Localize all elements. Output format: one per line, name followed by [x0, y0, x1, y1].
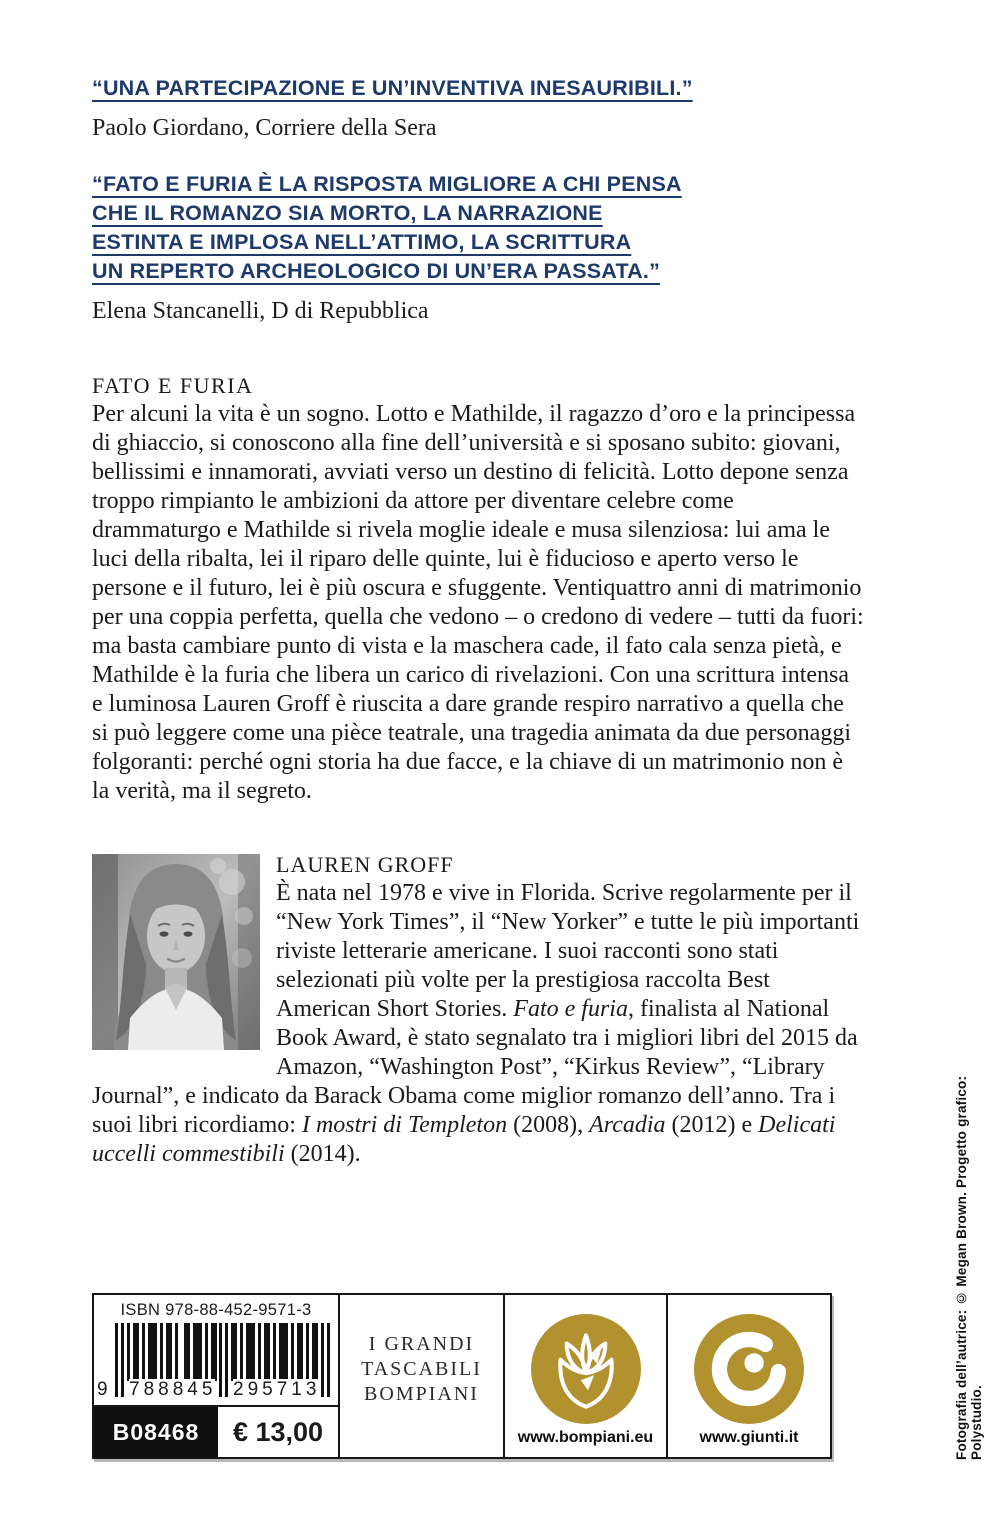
cover-text-column	[92, 74, 864, 1169]
author-photo	[92, 854, 260, 1050]
imprint-panel	[340, 1293, 505, 1459]
quote-line: CHE IL ROMANZO SIA MORTO, LA NARRAZIONE	[92, 201, 603, 225]
bompiani-logo-icon	[530, 1313, 642, 1425]
author-section	[92, 850, 864, 1169]
giunti-panel	[668, 1293, 832, 1459]
imprint-line: I GRANDI	[368, 1332, 475, 1355]
barcode-digit: 9	[97, 1379, 108, 1400]
imprint-line: TASCABILI	[361, 1357, 482, 1380]
price: € 13,00	[232, 1416, 324, 1447]
synopsis-title: FATO E FURIA	[92, 373, 254, 398]
author-photo-image	[92, 854, 260, 1050]
press-quote-2	[92, 170, 864, 326]
barcode	[99, 1323, 333, 1405]
barcode-digit: 295713	[233, 1379, 321, 1400]
bio-segment: (2008),	[507, 1112, 590, 1138]
price-row	[94, 1405, 338, 1457]
quote-line: “FATO E FURIA È LA RISPOSTA MIGLIORE A CHI PENSA	[92, 172, 682, 196]
barcode-digit: 788845	[129, 1379, 217, 1400]
book-title-italic: Delicati uccelli commestibili	[92, 1112, 836, 1167]
quote-line: “UNA PARTECIPAZIONE E UN’INVENTIVA INESAURIBILI.”	[92, 76, 693, 100]
book-title-italic: Arcadia	[589, 1112, 666, 1138]
product-code: B08468	[94, 1407, 218, 1457]
bompiani-url: www.bompiani.eu	[517, 1429, 654, 1446]
bio-segment: È nata nel 1978 e vive in Florida. Scrive regolarmente per il “New York Times”, il “New Yorker” e tutte le più importanti riviste letterarie americane. I suoi racconti sono stati selezionati più volte per la prestigiosa raccolta Best American Short Stories.	[276, 880, 860, 1022]
press-quote-1	[92, 74, 864, 143]
giunti-logo-icon	[693, 1313, 805, 1425]
imprint-line: BOMPIANI	[364, 1382, 479, 1405]
barcode-panel	[92, 1293, 340, 1459]
bio-segment: , finalista al National Book Award, è stato segnalato tra i migliori libri del 2015 da Amazon, “Washington Post”, “Kirkus Review”, “Library Journal”, e indicato da Barack Obama come miglior romanzo dell’anno. Tra i suoi libri ricordiamo:	[92, 996, 858, 1138]
synopsis-text: Per alcuni la vita è un sogno. Lotto e Mathilde, il ragazzo d’oro e la principessa di ghiaccio, si conoscono alla fine dell’università e si sposano subito: giovani, bellissimi e innamorati, avviati verso un destino di felicità. Lotto depone senza troppo rimpianto le ambizioni da attore per diventare celebre come drammaturgo e Mathilde si rivela moglie ideale e musa silenziosa: lui ama le luci della ribalta, lei il riparo delle quinte, lui è fiducioso e aperto verso le persone e il futuro, lei è più oscura e sfuggente. Ventiquattro anni di matrimonio per una coppia perfetta, quella che vedono – o credono di vedere – tutti da fuori: ma basta cambiare punto di vista e la maschera cade, il fato cala senza pietà, e Mathilde è la furia che libera un carico di rivelazioni. Con una scrittura intensa e luminosa Lauren Groff è riuscita a dare grande respiro narrativo a quella che si può leggere come una pièce teatrale, una tragedia animata da due personaggi folgoranti: perché ogni storia ha due facce, e la chiave di un matrimonio non è la verità, ma il segreto.	[92, 401, 864, 804]
bio-segment: (2014).	[284, 1141, 361, 1167]
isbn-label: ISBN 978-88-452-9571-3	[120, 1301, 312, 1319]
footer-strip	[92, 1293, 832, 1459]
quote-line: UN REPERTO ARCHEOLOGICO DI UN’ERA PASSATA.”	[92, 259, 661, 283]
quote-line: ESTINTA E IMPLOSA NELL’ATTIMO, LA SCRITTURA	[92, 230, 632, 254]
bompiani-panel	[505, 1293, 668, 1459]
quote-attribution: Elena Stancanelli, D di Repubblica	[92, 298, 429, 324]
book-title-italic: I mostri di Templeton	[301, 1112, 508, 1138]
bio-segment: (2012) e	[665, 1112, 759, 1138]
credits-vertical-text: Fotografia dell’autrice: © Megan Brown. Progetto grafico: Polystudio.	[954, 1075, 984, 1460]
quote-attribution: Paolo Giordano, Corriere della Sera	[92, 115, 437, 141]
synopsis	[92, 371, 864, 806]
book-title-italic: Fato e furia	[513, 996, 628, 1022]
giunti-url: www.giunti.it	[699, 1429, 799, 1446]
author-name: LAUREN GROFF	[276, 852, 454, 877]
